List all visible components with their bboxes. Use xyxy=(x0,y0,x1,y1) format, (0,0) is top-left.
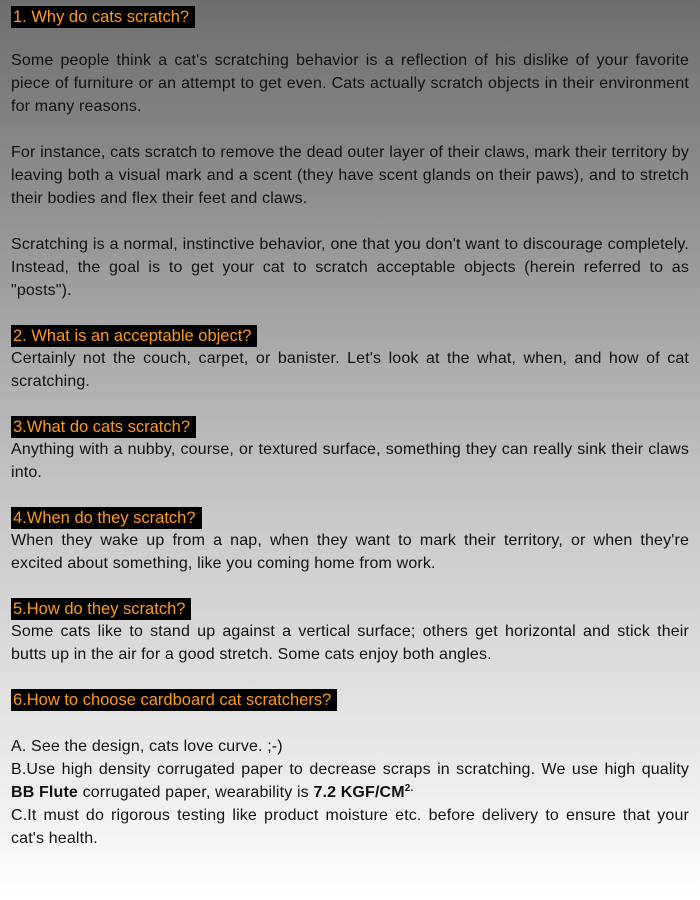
tip-b-superscript: 2. xyxy=(404,783,414,794)
tip-b-flute-type: BB Flute xyxy=(11,784,78,801)
section-3-heading: 3.What do cats scratch? xyxy=(11,416,196,438)
tip-a: A. See the design, cats love curve. ;-) xyxy=(11,738,283,755)
section-5-paragraph: Some cats like to stand up against a vertical surface; others get horizontal and stick their butts up in the air for a good stretch. Some cats enjoy both angles. xyxy=(11,623,689,663)
section-5-heading: 5.How do they scratch? xyxy=(11,598,191,620)
section-1-paragraph-3: Scratching is a normal, instinctive behavior, one that you don't want to discourage completely. Instead, the goal is to get your cat to scratch acceptable objects (herein referred to as "posts"). xyxy=(11,236,689,299)
tip-b-text: B.Use high density corrugated paper to decrease scraps in scratching. We use high quality xyxy=(11,761,689,778)
tip-b-text-2: corrugated paper, wearability is xyxy=(77,784,314,801)
section-1-paragraph-1: Some people think a cat's scratching behavior is a reflection of his dislike of your favorite piece of furniture or an attempt to get even. Cats actually scratch objects in their environment for many reasons. xyxy=(11,52,689,115)
tip-c: C.It must do rigorous testing like product moisture etc. before delivery to ensure that your cat's health. xyxy=(11,807,689,847)
section-3-paragraph: Anything with a nubby, course, or textured surface, something they can really sink their claws into. xyxy=(11,441,689,481)
section-2-paragraph: Certainly not the couch, carpet, or banister. Let's look at the what, when, and how of cat scratching. xyxy=(11,350,689,390)
section-1-heading: 1. Why do cats scratch? xyxy=(11,6,195,28)
section-4-heading: 4.When do they scratch? xyxy=(11,507,202,529)
section-1-paragraph-2: For instance, cats scratch to remove the dead outer layer of their claws, mark their territory by leaving both a visual mark and a scent (they have scent glands on their paws), and to stretch their bodies and flex their feet and claws. xyxy=(11,144,689,207)
section-2-heading: 2. What is an acceptable object? xyxy=(11,325,257,347)
section-4-paragraph: When they wake up from a nap, when they want to mark their territory, or when they're excited about something, like you coming home from work. xyxy=(11,532,689,572)
tip-b-wearability-value: 7.2 KGF/$CM^{2.}$ xyxy=(313,783,414,801)
section-6-heading: 6.How to choose cardboard cat scratchers? xyxy=(11,689,337,711)
tip-b xyxy=(11,758,689,804)
article xyxy=(11,6,689,850)
